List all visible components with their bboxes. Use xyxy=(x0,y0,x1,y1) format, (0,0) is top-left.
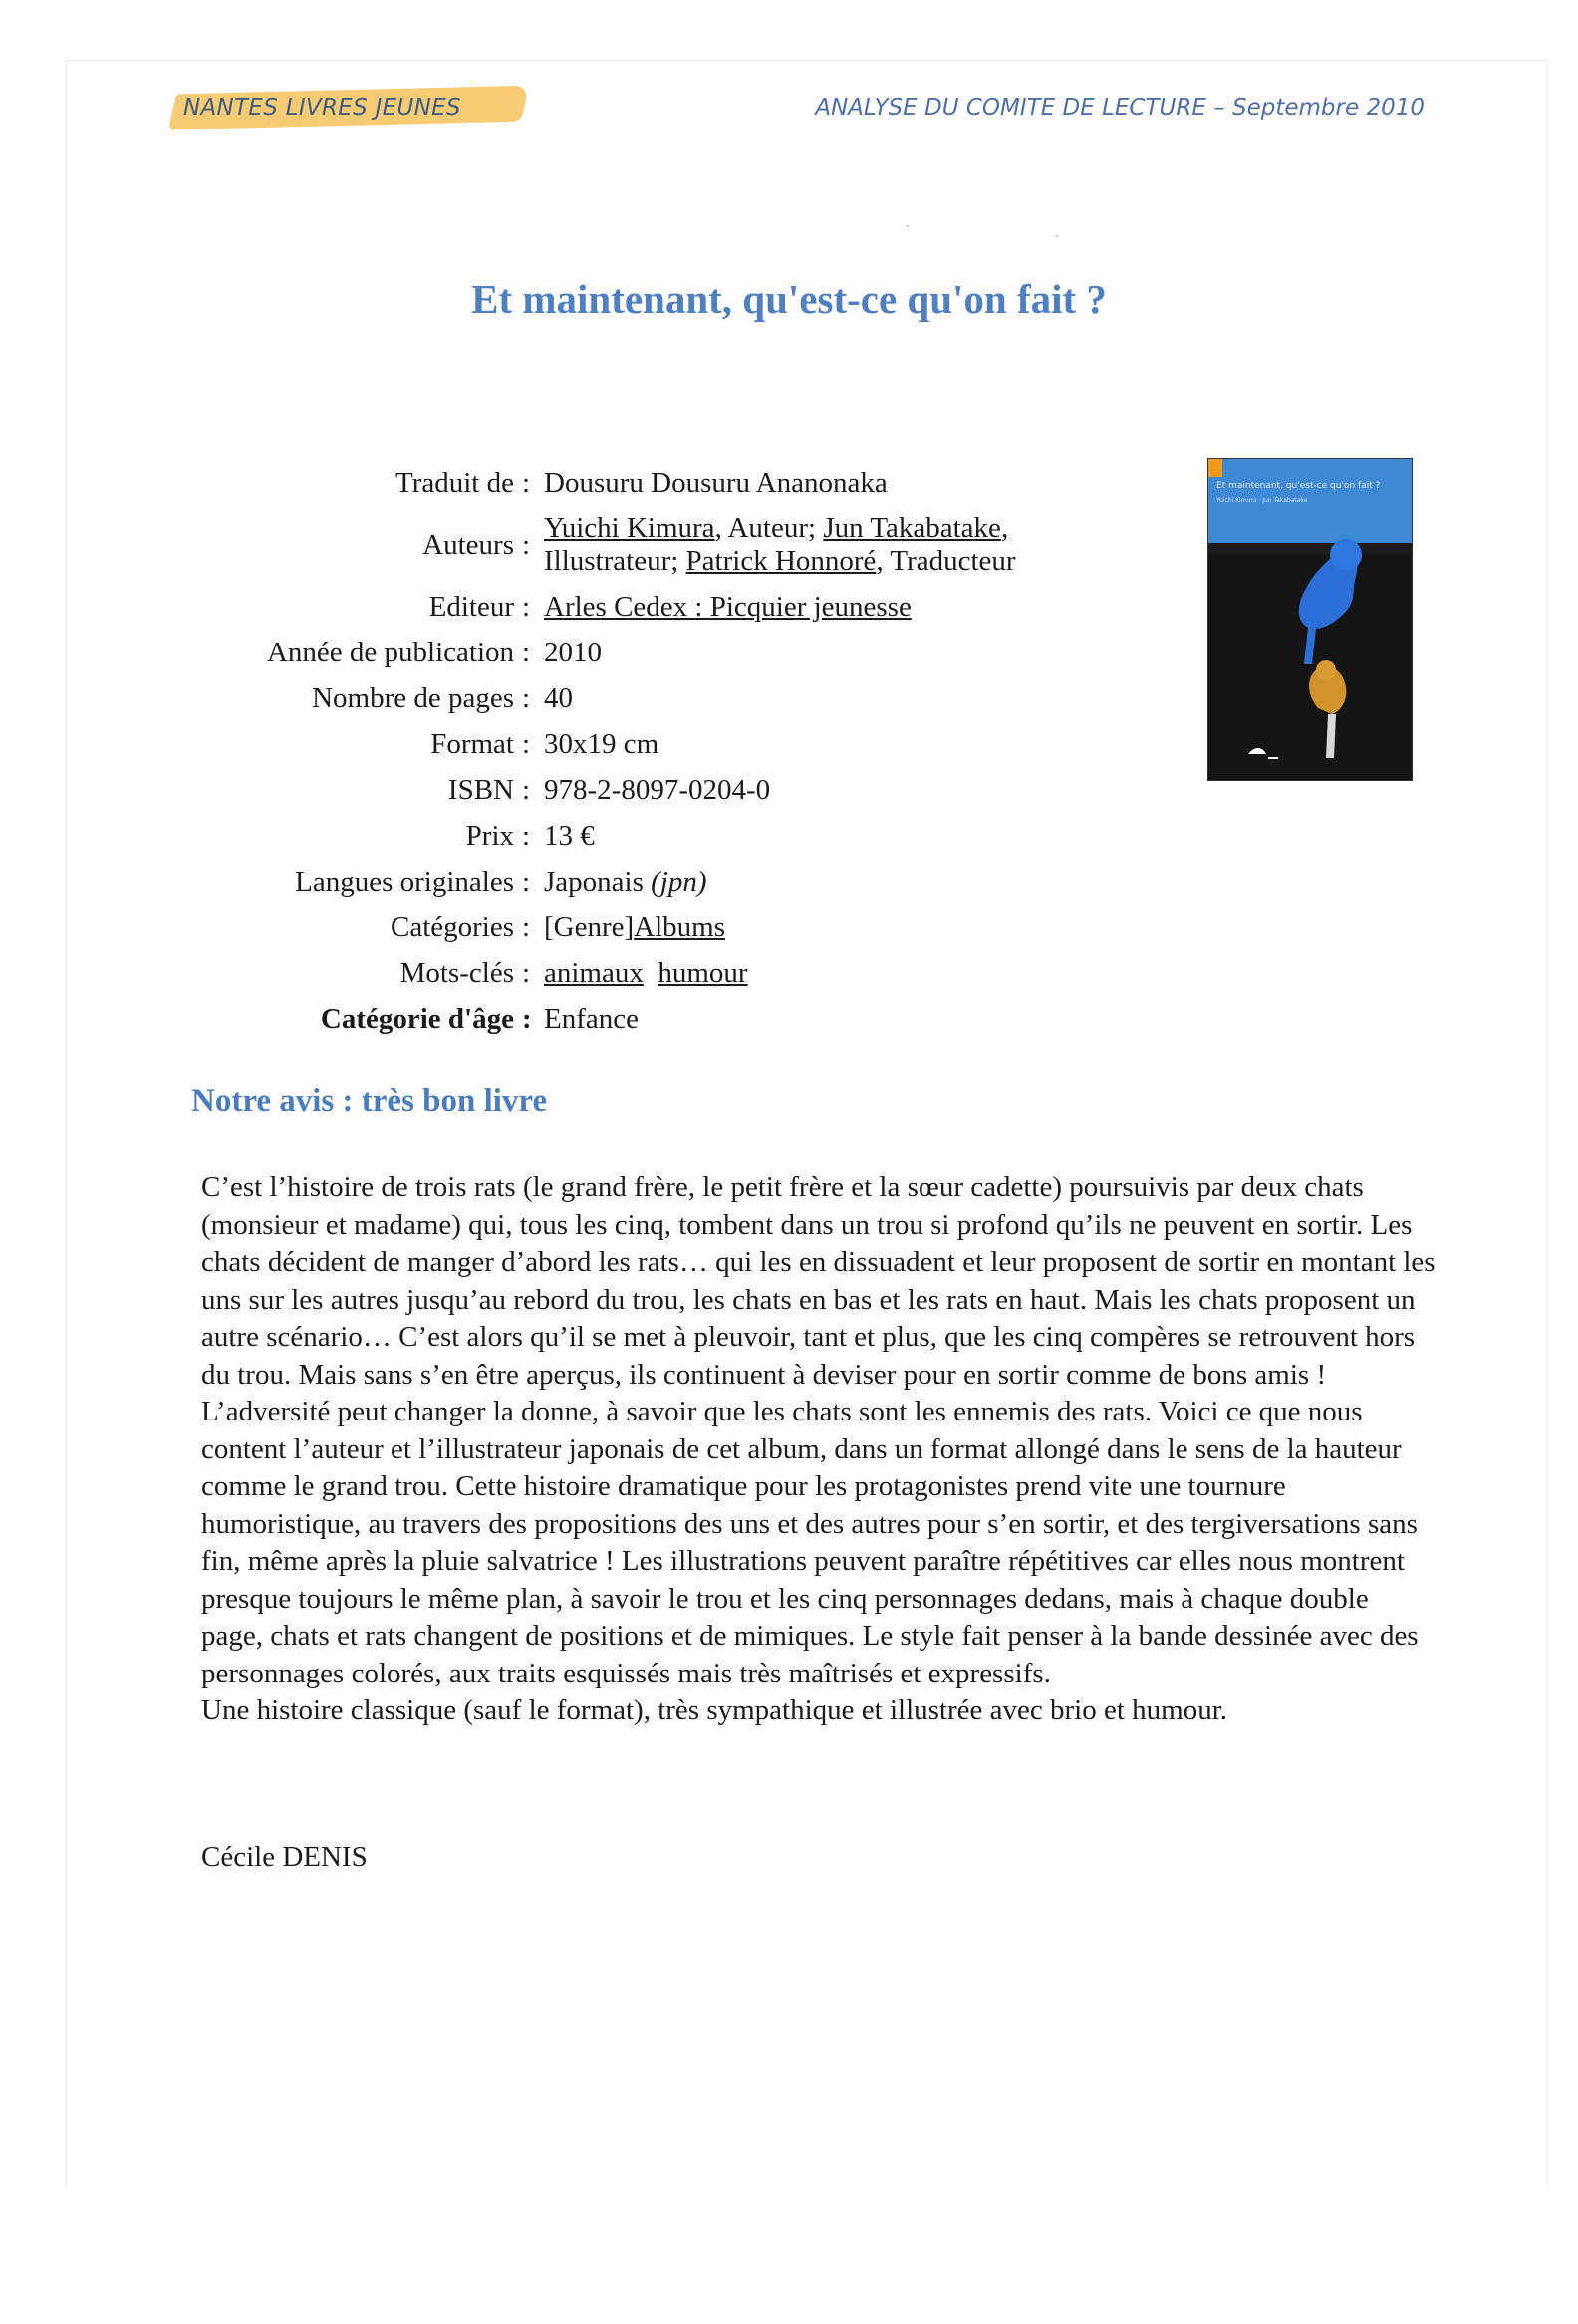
book-metadata xyxy=(149,460,1066,1042)
meta-row-age: Catégorie d'âge : Enfance xyxy=(149,996,1066,1042)
cover-subtitle: Yuichi Kimura · Jun Takabatake xyxy=(1216,497,1308,504)
translator-link[interactable]: Patrick Honnoré xyxy=(685,545,877,577)
scan-speck xyxy=(1056,235,1058,237)
meta-value: 13 € xyxy=(544,820,595,852)
meta-value: 978-2-8097-0204-0 xyxy=(544,774,771,806)
meta-label: Langues originales xyxy=(295,866,514,898)
meta-label: Format xyxy=(430,728,514,760)
meta-label: Prix xyxy=(465,820,514,852)
meta-label: Catégories xyxy=(390,911,514,943)
category-link[interactable]: Albums xyxy=(634,911,726,943)
meta-value: Enfance xyxy=(544,1003,639,1035)
meta-value: Dousuru Dousuru Ananonaka xyxy=(544,467,888,499)
meta-label: Catégorie d'âge xyxy=(320,1003,514,1035)
book-cover-image xyxy=(1207,458,1413,781)
meta-row-format: Format : 30x19 cm xyxy=(149,721,1066,767)
page-title: Et maintenant, qu'est-ce qu'on fait ? xyxy=(471,276,1107,322)
scan-speck xyxy=(907,225,909,227)
page-border-right xyxy=(1546,60,1547,2187)
author-link[interactable]: Yuichi Kimura xyxy=(544,512,715,544)
meta-row-mots-cles: Mots-clés : animaux humour xyxy=(149,950,1066,996)
meta-value-authors: Yuichi Kimura, Auteur; Jun Takabatake, Illustrateur; Patrick Honnoré, Traducteur xyxy=(544,512,1016,577)
meta-row-prix: Prix : 13 € xyxy=(149,813,1066,859)
meta-label: Traduit de xyxy=(395,467,514,499)
review-paragraph: Une histoire classique (sauf le format), très sympathique et illustrée avec brio et humour. xyxy=(201,1694,1227,1726)
page-border-left xyxy=(66,60,67,2187)
header-publisher xyxy=(177,88,461,128)
meta-label: Année de publication xyxy=(266,637,514,668)
keyword-link[interactable]: animaux xyxy=(544,957,644,989)
meta-label: Nombre de pages xyxy=(312,682,514,714)
review-paragraph: L’adversité peut changer la donne, à savoir que les chats sont les ennemis des rats. Voici ce que nous content l’auteur et l’illustrateur japonais de cet album, dans un format allongé dans le sens de la hauteur comme le grand trou. Cette histoire dramatique pour les protagonistes prend vite une tournure humoristique, au travers des propositions des uns et des autres pour s’en sortir, et des tergiversations sans fin, même après la pluie salvatrice ! Les illustrations peuvent paraître répétitives car elles nous montrent presque toujours le même plan, à savoir le trou et les cinq personnages dedans, mais à chaque double page, chats et rats changent de positions et de mimiques. Le style fait penser à la bande dessinée avec des personnages colorés, aux traits esquissés mais très maîtrisés et expressifs. xyxy=(201,1396,1419,1689)
meta-value: 2010 xyxy=(544,637,602,668)
keyword-link[interactable]: humour xyxy=(658,957,748,989)
meta-value: 30x19 cm xyxy=(544,728,659,760)
review-body xyxy=(201,1169,1437,1730)
meta-row-langues: Langues originales : Japonais (jpn) xyxy=(149,859,1066,904)
cover-illustration xyxy=(1208,459,1412,780)
meta-value: Japonais xyxy=(544,866,644,898)
cover-title: Et maintenant, qu'est-ce qu'on fait ? xyxy=(1216,481,1381,491)
language-code: (jpn) xyxy=(651,866,707,898)
review-paragraph: C’est l’histoire de trois rats (le grand frère, le petit frère et la sœur cadette) poursuivis par deux chats (monsieur et madame) qui, tous les cinq, tombent dans un trou si profond qu’ils ne peuvent en sortir. Les chats décident de manger d’abord les rats… qui les en dissuadent et leur proposent de sortir en montant les uns sur les autres jusqu’au rebord du trou, les chats en bas et les rats en haut. Mais les chats proposent un autre scénario… C’est alors qu’il se met à pleuvoir, tant et plus, que les cinq compères se retrouvent hors du trou. Mais sans s’en être aperçus, ils continuent à deviser pour en sortir comme de bons amis ! xyxy=(201,1171,1436,1391)
illustrator-link[interactable]: Jun Takabatake xyxy=(823,512,1001,544)
meta-row-categories: Catégories : [Genre]Albums xyxy=(149,904,1066,950)
meta-row-traduit: Traduit de : Dousuru Dousuru Ananonaka xyxy=(149,460,1066,506)
page-border-top xyxy=(66,60,1546,61)
meta-row-annee: Année de publication : 2010 xyxy=(149,630,1066,675)
header-publisher-text: NANTES LIVRES JEUNES xyxy=(183,95,461,121)
meta-label: Editeur xyxy=(428,591,514,623)
review-signature: Cécile DENIS xyxy=(201,1841,368,1873)
meta-label: ISBN xyxy=(447,774,514,806)
meta-label: Auteurs xyxy=(422,528,514,561)
header-analysis: ANALYSE DU COMITE DE LECTURE – Septembre 2010 xyxy=(815,95,1425,121)
meta-row-editeur: Editeur : Arles Cedex : Picquier jeunesse xyxy=(149,584,1066,630)
meta-row-auteurs: Auteurs : Yuichi Kimura, Auteur; Jun Takabatake, Illustrateur; Patrick Honnoré, Traducteur xyxy=(149,506,1066,584)
meta-row-pages: Nombre de pages : 40 xyxy=(149,675,1066,721)
meta-value: 40 xyxy=(544,682,573,714)
meta-row-isbn: ISBN : 978-2-8097-0204-0 xyxy=(149,767,1066,813)
review-heading: Notre avis : très bon livre xyxy=(191,1083,548,1119)
publisher-link[interactable]: Arles Cedex : Picquier jeunesse xyxy=(544,591,912,623)
meta-label: Mots-clés xyxy=(399,957,514,989)
